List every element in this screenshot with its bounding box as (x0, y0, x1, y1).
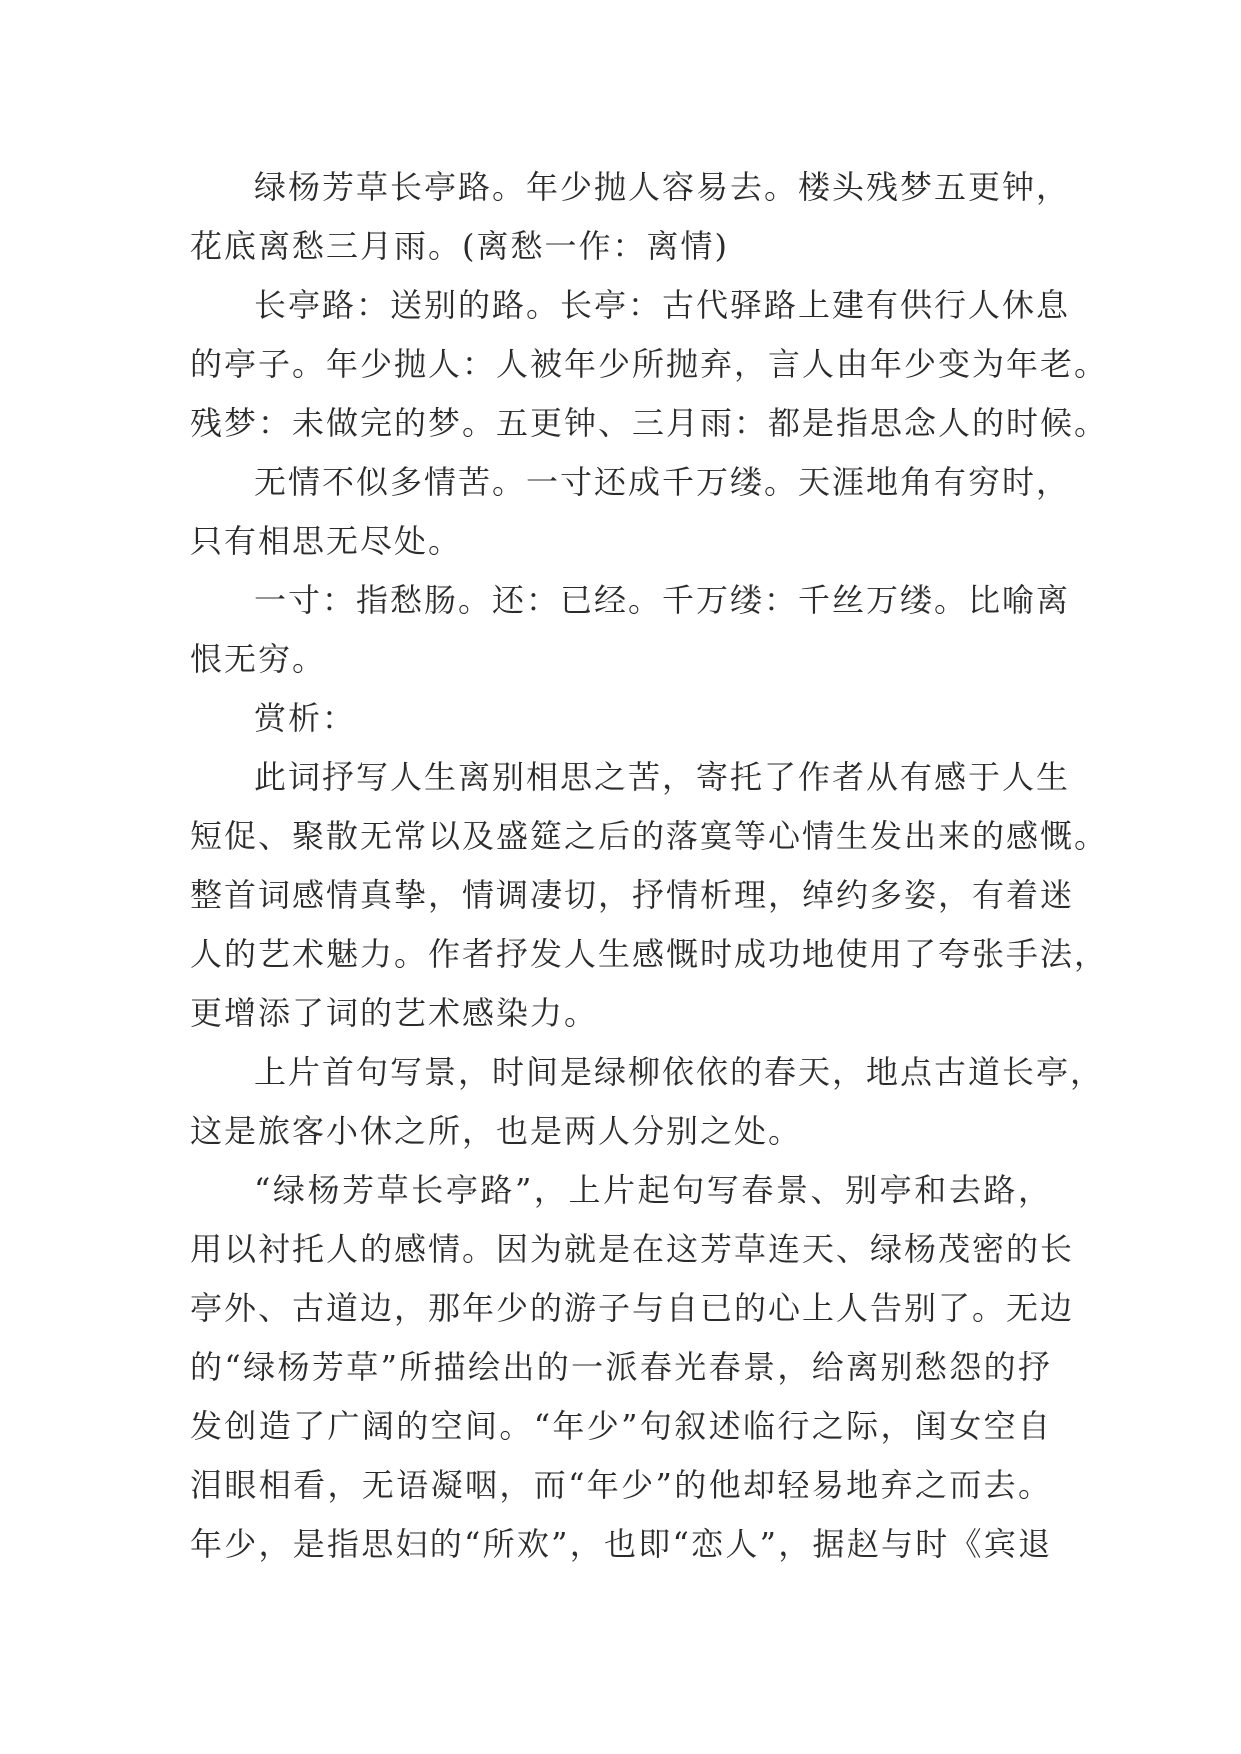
text-line: 用以衬托人的感情。因为就是在这芳草连天、绿杨茂密的长 (190, 1230, 1075, 1268)
text-line: 只有相思无尽处。 (190, 522, 463, 560)
document-body (190, 158, 1109, 1574)
text-line: 这是旅客小休之所，也是两人分别之处。 (190, 1112, 803, 1150)
text-line: 亭外、古道边，那年少的游子与自已的心上人告别了。无边 (190, 1289, 1075, 1327)
text-line: 年少，是指思妇的“所欢”，也即“恋人”，据赵与时《宾退 (190, 1525, 1052, 1563)
text-line: 花底离愁三月雨。(离愁一作：离情) (190, 227, 729, 265)
paragraph-notes-1 (190, 276, 1109, 453)
text-line: “绿杨芳草长亭路”，上片起句写春景、别亭和去路， (254, 1171, 1052, 1209)
paragraph-notes-2 (190, 571, 1071, 689)
heading-appreciation (190, 689, 1052, 748)
text-line: 短促、聚散无常以及盛筵之后的落寞等心情生发出来的感慨。 (190, 817, 1109, 855)
text-line: 赏析： (254, 699, 357, 737)
text-line: 无情不似多情苦。一寸还成千万缕。天涯地角有穷时， (254, 463, 1071, 501)
text-line: 整首词感情真挚，情调凄切，抒情析理，绰约多姿，有着迷 (190, 876, 1075, 914)
text-line: 长亭路：送别的路。长亭：古代驿路上建有供行人休息 (254, 286, 1071, 324)
text-line: 一寸：指愁肠。还：已经。千万缕：千丝万缕。比喻离 (254, 581, 1071, 619)
paragraph-poem-2 (190, 453, 1071, 571)
text-line: 更增添了词的艺术感染力。 (190, 994, 599, 1032)
text-line: 上片首句写景，时间是绿柳依依的春天，地点古道长亭， (254, 1053, 1105, 1091)
text-line: 的“绿杨芳草”所描绘出的一派春光春景，给离别愁怨的抒 (190, 1348, 1052, 1386)
paragraph-appreciation-3 (190, 1161, 1075, 1574)
text-line: 发创造了广阔的空间。“年少”句叙述临行之际，闺女空自 (190, 1407, 1052, 1445)
text-line: 恨无穷。 (190, 640, 327, 678)
text-line: 残梦：未做完的梦。五更钟、三月雨：都是指思念人的时候。 (190, 404, 1109, 442)
text-line: 此词抒写人生离别相思之苦，寄托了作者从有感于人生 (254, 758, 1071, 796)
paragraph-appreciation-1 (190, 748, 1109, 1043)
text-line: 的亭子。年少抛人：人被年少所抛弃，言人由年少变为年老。 (190, 345, 1109, 383)
text-line: 绿杨芳草长亭路。年少抛人容易去。楼头残梦五更钟， (254, 168, 1071, 206)
paragraph-poem-1 (190, 158, 1071, 276)
text-line: 泪眼相看，无语凝咽，而“年少”的他却轻易地弃之而去。 (190, 1466, 1052, 1504)
paragraph-appreciation-2 (190, 1043, 1105, 1161)
text-line: 人的艺术魅力。作者抒发人生感慨时成功地使用了夸张手法， (190, 935, 1109, 973)
